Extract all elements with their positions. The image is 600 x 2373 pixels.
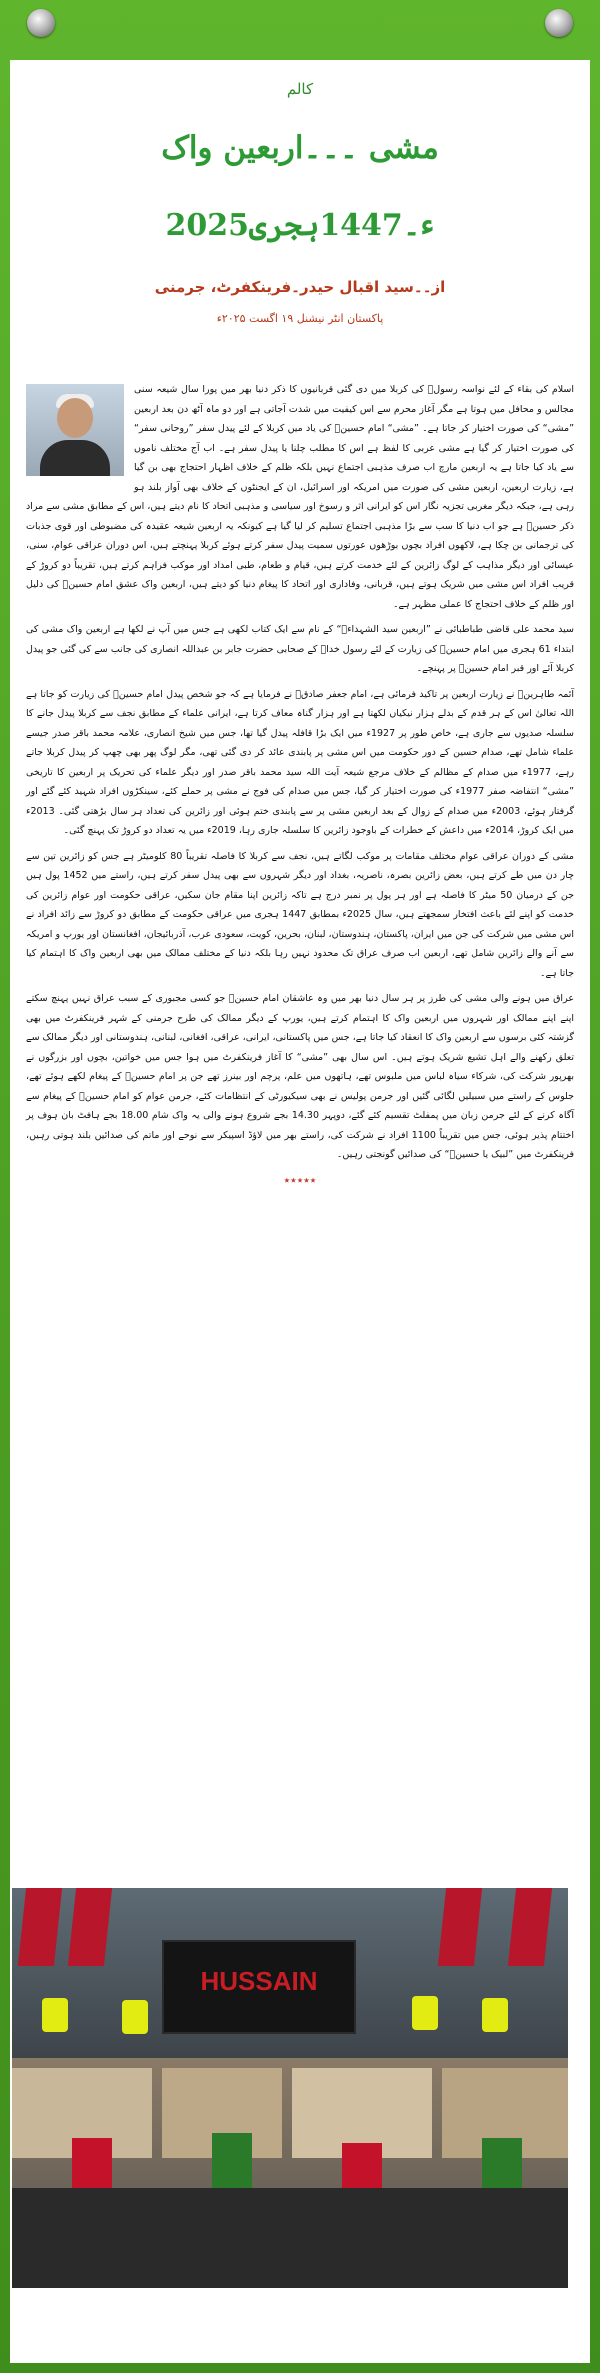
high-vis-vest <box>412 1996 438 2030</box>
red-flag-icon <box>18 1888 62 1966</box>
photo-procession-top <box>12 1888 568 2058</box>
pushpin-right-icon <box>545 9 573 37</box>
article-paragraph: آئمہ طاہرینؑ نے زیارت اربعین پر تاکید فرمائی ہے، امام جعفر صادقؑ نے فرمایا ہے کہ جو شخص پیدل امام حسینؑ کی زیارت کو جاتا ہے اللہ تعالیٰ اس کے ہر قدم کے بدلے ہزار نیکیاں لکھتا ہے اور ہزار گناہ معاف کرتا ہے، ایرانی علماء کے مطابق نجف سے کربلا پیدل جانے کا سلسلہ صدیوں سے جاری ہے، خاص طور پر 1927ء میں ایک بڑا قافلہ پیدل گیا تھا، جس میں شیخ انصاری، علامہ محمد باقر صدر جیسے علماء شامل تھے، صدام حسین کے دور حکومت میں اس مشی پر پابندی عائد کر دی گئی تھی، مگر لوگ پھر بھی چھپ کر پیدل کربلا جاتے رہے، 1977ء میں صدام کے مظالم کے خلاف مرجع شیعہ آیت اللہ سید محمد باقر صدر اور دیگر علماء کی تحریک پر اربعین کا تاریخی ”مشی“ انتفاضہ صفر 1977ء کی صورت اختیار کر گیا، جس میں صدام کی فوج نے مشی پر حملے کئے، سینکڑوں افراد شہید کئے گئے اور گرفتار ہوئے، 2003ء میں صدام کے زوال کے بعد اربعین مشی پر سے پابندی ختم ہوئی اور زائرین کی تعداد ہر سال بڑھتی گئی۔ 2013ء میں ایک کروڑ، 2014ء میں داعش کے خطرات کے باوجود زائرین کا سلسلہ جاری رہا، 2019ء میں یہ تعداد دو کروڑ تک پہنچ گئی۔ <box>26 688 575 836</box>
author-photo <box>26 384 124 476</box>
high-vis-vest <box>42 1998 68 2032</box>
crowd-silhouette <box>12 2188 568 2288</box>
article-paragraph: عراق میں ہونے والی مشی کی طرز پر ہر سال دنیا بھر میں وہ عاشقان امام حسینؑ جو کسی مجبوری کے سبب عراق نہیں پہنچ سکتے اپنے اپنے ممالک اور شہروں میں اربعین واک کا اہتمام کرتے ہیں، یورپ کے دیگر ممالک کی طرح جرمنی کے شہر فرینکفرٹ میں بھی گزشتہ کئی برسوں سے اربعین واک کا انعقاد کیا جاتا ہے، جس میں پاکستانی، ایرانی، عراقی، افغانی، لبنانی، ہندوستانی اور دیگر ممالک سے تعلق رکھنے والے اہل تشیع شریک ہوتے ہیں۔ اس سال بھی ”مشی“ کا آغاز فرینکفرٹ میں ہوا جس میں خواتین، بچوں اور بزرگوں نے بھرپور شرکت کی، شرکاء سیاہ لباس میں ملبوس تھے، ہاتھوں میں علم، پرچم اور بینرز تھے جن پر امام حسینؑ کے پیغام لکھے ہوئے تھے، جلوس کے راستے میں سبیلیں لگائی گئیں اور جرمن پولیس نے بھی سیکیورٹی کے انتظامات کئے، جرمن عوام کو امام حسینؑ کے پیغام سے آگاہ کرنے کے لئے جرمن زبان میں پمفلٹ تقسیم کئے گئے، دوپہر 14.30 بجے شروع ہونے والی یہ واک شام 18.00 بجے ہافٹ بان ہوف پر اختتام پذیر ہوئی، جس میں تقریباً 1100 افراد نے شرکت کی، راستے بھر میں لاؤڈ اسپیکر سے نوحے اور ماتم کی صدائیں بلند ہوتی رہیں، فرینکفرٹ میں ”لبیک یا حسینؑ“ کی صدائیں گونجتی رہیں۔ <box>26 993 574 1160</box>
red-flag-icon <box>438 1888 482 1966</box>
column-kicker: کالم <box>286 80 314 98</box>
author-photo-suit <box>40 440 110 476</box>
article-paragraph: مشی کے دوران عراقی عوام مختلف مقامات پر موکب لگاتے ہیں، نجف سے کربلا کا فاصلہ تقریباً 80 کلومیٹر ہے جس کو زائرین تین سے چار دن میں طے کرتے ہیں، بعض زائرین بصرہ، ناصریہ، بغداد اور دیگر شہروں سے بھی پیدل سفر کرتے ہیں، راستے میں 1452 پول ہیں جن کے درمیان 50 میٹر کا فاصلہ ہے اور ہر پول پر نمبر درج ہے تاکہ زائرین اپنا مقام جان سکیں، عراقی حکومت اور عوام زائرین کی خدمت کو اپنے لئے باعث افتخار سمجھتے ہیں، سال 2025ء بمطابق 1447 ہجری میں عراقی حکومت کے مطابق دو کروڑ سے زائد افراد نے اس مشی میں شرکت کی جن میں ایران، پاکستان، ہندوستان، لبنان، بحرین، کویت، سعودی عرب، آذربائیجان، افغانستان اور یورپ و امریکہ سے آنے والے زائرین شامل تھے، اربعین اب صرف عراق تک محدود نہیں رہا بلکہ دنیا کے مختلف ممالک میں بھی اربعین واک کا اہتمام کیا جاتا ہے۔ <box>26 850 575 979</box>
author-photo-face <box>57 398 93 438</box>
end-mark: ٭٭٭٭٭ <box>283 1172 317 1187</box>
article-paragraph: سید محمد علی قاضی طباطبائی نے ”اربعین سید الشہداءؑ“ کے نام سے ایک کتاب لکھی ہے جس میں آپ نے لکھا ہے اربعین واک مشی کی ابتداء 61 ہجری میں امام حسینؑ کی زیارت کے لئے رسول خداؐ کے صحابی حضرت جابر بن عبداللہ انصاری کی جانب سے کی گئی جو پیدل کربلا آئے اور قبر امام حسینؑ پر پہنچے۔ <box>26 624 574 674</box>
article-title: مشی ۔۔۔اربعین واک <box>161 130 439 166</box>
publication-line: پاکستان انٹر نیشنل ۱۹ اگست ۲۰۲۵ء <box>216 312 384 325</box>
red-flag-icon <box>68 1888 112 1966</box>
article-paragraph <box>26 380 574 614</box>
hussain-banner <box>162 1940 356 2034</box>
red-flag-icon <box>508 1888 552 1966</box>
event-photo-collage <box>12 1888 568 2288</box>
article-body <box>26 380 574 1190</box>
banner-text: HUSSAIN <box>200 1966 318 1996</box>
pushpin-left-icon <box>27 9 55 37</box>
high-vis-vest <box>122 2000 148 2034</box>
paragraph-1-text: اسلام کی بقاء کے لئے نواسہ رسولؐ کی کربلا میں دی گئی قربانیوں کا ذکر دنیا بھر میں پورا سال شیعہ سنی مجالس و محافل میں ہوتا ہے مگر آغاز محرم سے اس کیفیت میں شدت آجاتی ہے اور دو ماہ آٹھ دن بعد اربعین ”مشی“ کی صورت اختیار کر جاتا ہے۔ ”مشی“ امام حسینؑ کی یاد میں کربلا کے لئے پیدل سفر ”روحانی سفر“ کی صورت اختیار کر گیا ہے مشی عربی کا لفظ ہے اس کا مطلب چلنا یا پیدل سفر ہے۔ اب آج مختلف ناموں سے یاد کیا جاتا ہے یہ اربعین مارچ اب صرف مذہبی اجتماع نہیں بلکہ ظلم کے خلاف اظہار احتجاج بھی بن گیا ہے، زیارت اربعین، اربعین مشی کی صورت میں امریکہ اور اسرائیل، ان کے ایجنٹوں کے خلاف بھی آواز بلند ہو رہی ہے، جبکہ دیگر مغربی تجزیہ نگار اس کو ایرانی اثر و رسوخ اور سیاسی و مذہبی اتحاد کا نام دیتے ہیں، اس کے مطابق مشی سے مراد ذکر حسینؑ ہے جو اب دنیا کا سب سے بڑا مذہبی اجتماع تسلیم کر لیا گیا ہے کیونکہ یہ اربعین شیعہ عقیدہ کی مضبوطی اور قوی جذبات کی ترجمانی بن چکا ہے، لاکھوں افراد بچوں بوڑھوں عورتوں سمیت پیدل سفر کرتے ہوئے کربلا پہنچتے ہیں، اس دوران عراقی عوام، سنی، عیسائی اور دیگر مذاہب کے لوگ زائرین کے لئے خدمت کرتے ہیں، قیام و طعام، طبی امداد اور موکب فراہم کرتے ہیں، تقریباً دو کروڑ کے قریب افراد اس مشی میں شریک ہوتے ہیں، قربانی، وفاداری اور اتحاد کا پیغام دنیا کو دیتے ہیں، اربعین واک عشق امام حسینؑ کی دلیل اور ظلم کے خلاف احتجاج کا عملی مظہر ہے۔ <box>26 384 574 610</box>
high-vis-vest <box>482 1998 508 2032</box>
author-byline: از۔۔سید اقبال حیدر۔فرینکفرٹ، جرمنی <box>154 278 446 296</box>
green-flag-icon <box>212 2133 252 2193</box>
article-date: 2025ء۔1447ہجری <box>165 208 435 243</box>
